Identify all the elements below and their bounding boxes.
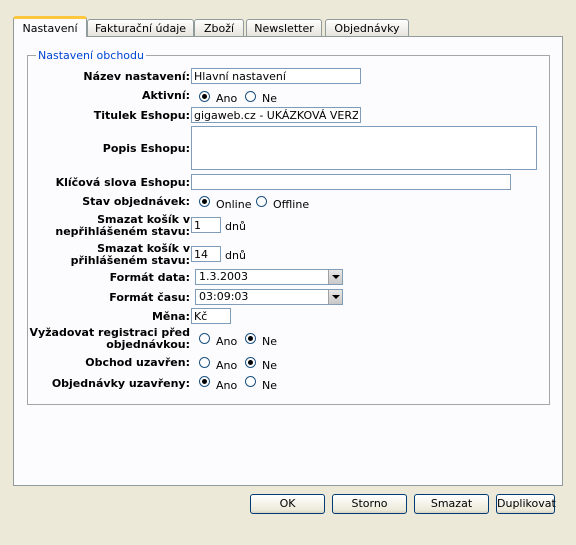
objednavky-uzavreny-ano-label: Ano	[216, 379, 238, 392]
aktivni-ano-label: Ano	[216, 92, 238, 105]
uzavren-ano-label: Ano	[216, 359, 238, 372]
tab-zbozi[interactable]: Zboží	[194, 19, 244, 36]
nazev-label: Název nastavení:	[83, 70, 190, 83]
kosik-neprihlaseny-label-1: Smazat košík v	[97, 213, 190, 226]
ok-button[interactable]: OK	[250, 494, 325, 514]
kosik-prihlaseny-input[interactable]	[191, 246, 221, 262]
storno-button[interactable]: Storno	[332, 494, 407, 514]
smazat-button[interactable]: Smazat	[414, 494, 489, 514]
titulek-input[interactable]	[191, 107, 361, 123]
kosik-prihlaseny-unit: dnů	[225, 249, 246, 262]
kosik-neprihlaseny-unit: dnů	[225, 220, 246, 233]
kosik-prihlaseny-label-1: Smazat košík v	[97, 242, 190, 255]
kosik-prihlaseny-label-2: přihlášeném stavu:	[70, 254, 190, 267]
uzavren-ne-radio[interactable]	[245, 357, 256, 368]
format-casu-value: 03:09:03	[199, 290, 249, 303]
klicova-input[interactable]	[191, 174, 511, 190]
stav-offline-radio[interactable]	[256, 196, 267, 207]
objednavky-uzavreny-ne-label: Ne	[262, 379, 277, 392]
objednavky-uzavreny-ne-radio[interactable]	[245, 376, 256, 387]
format-data-label: Formát data:	[109, 271, 190, 284]
stav-offline-label: Offline	[273, 198, 310, 211]
registrace-label-2: objednávkou:	[106, 338, 190, 351]
mena-label: Měna:	[151, 310, 190, 323]
aktivni-label: Aktivní:	[141, 89, 190, 102]
registrace-label-1: Vyžadovat registraci před	[29, 326, 190, 339]
chevron-down-icon[interactable]	[328, 290, 342, 304]
kosik-neprihlaseny-label-2: nepřihlášeném stavu:	[55, 225, 190, 238]
objednavky-uzavreny-label: Objednávky uzavřeny:	[51, 377, 190, 390]
kosik-neprihlaseny-input[interactable]	[191, 217, 221, 233]
nazev-input[interactable]	[191, 68, 361, 84]
aktivni-ano-radio[interactable]	[199, 91, 210, 102]
registrace-ano-radio[interactable]	[199, 333, 210, 344]
uzavren-label: Obchod uzavřen:	[85, 356, 190, 369]
stav-online-radio[interactable]	[199, 196, 210, 207]
registrace-ano-label: Ano	[216, 335, 238, 348]
duplikovat-button[interactable]: Duplikovat	[496, 494, 555, 514]
tab-nastaveni[interactable]: Nastavení	[13, 16, 87, 37]
tab-fakturacni-udaje[interactable]: Fakturační údaje	[87, 19, 194, 36]
section-title: Nastavení obchodu	[38, 49, 144, 62]
chevron-down-icon[interactable]	[328, 270, 342, 284]
titulek-label: Titulek Eshopu:	[93, 109, 190, 122]
format-casu-select[interactable]	[195, 289, 343, 305]
stav-label: Stav objednávek:	[82, 195, 190, 208]
uzavren-ano-radio[interactable]	[199, 357, 210, 368]
registrace-ne-label: Ne	[262, 335, 277, 348]
settings-panel	[13, 36, 563, 486]
tab-objednavky[interactable]: Objednávky	[325, 19, 409, 36]
mena-input[interactable]	[191, 308, 231, 324]
uzavren-ne-label: Ne	[262, 359, 277, 372]
aktivni-ne-radio[interactable]	[245, 91, 256, 102]
format-data-select[interactable]	[195, 269, 343, 285]
tab-newsletter[interactable]: Newsletter	[246, 19, 322, 36]
format-casu-label: Formát času:	[109, 291, 190, 304]
objednavky-uzavreny-ano-radio[interactable]	[199, 376, 210, 387]
popis-textarea[interactable]	[191, 126, 537, 170]
stav-online-label: Online	[216, 198, 252, 211]
aktivni-ne-label: Ne	[262, 92, 277, 105]
popis-label: Popis Eshopu:	[102, 142, 190, 155]
registrace-ne-radio[interactable]	[245, 333, 256, 344]
format-data-value: 1.3.2003	[199, 270, 248, 283]
klicova-label: Klíčová slova Eshopu:	[55, 176, 190, 189]
